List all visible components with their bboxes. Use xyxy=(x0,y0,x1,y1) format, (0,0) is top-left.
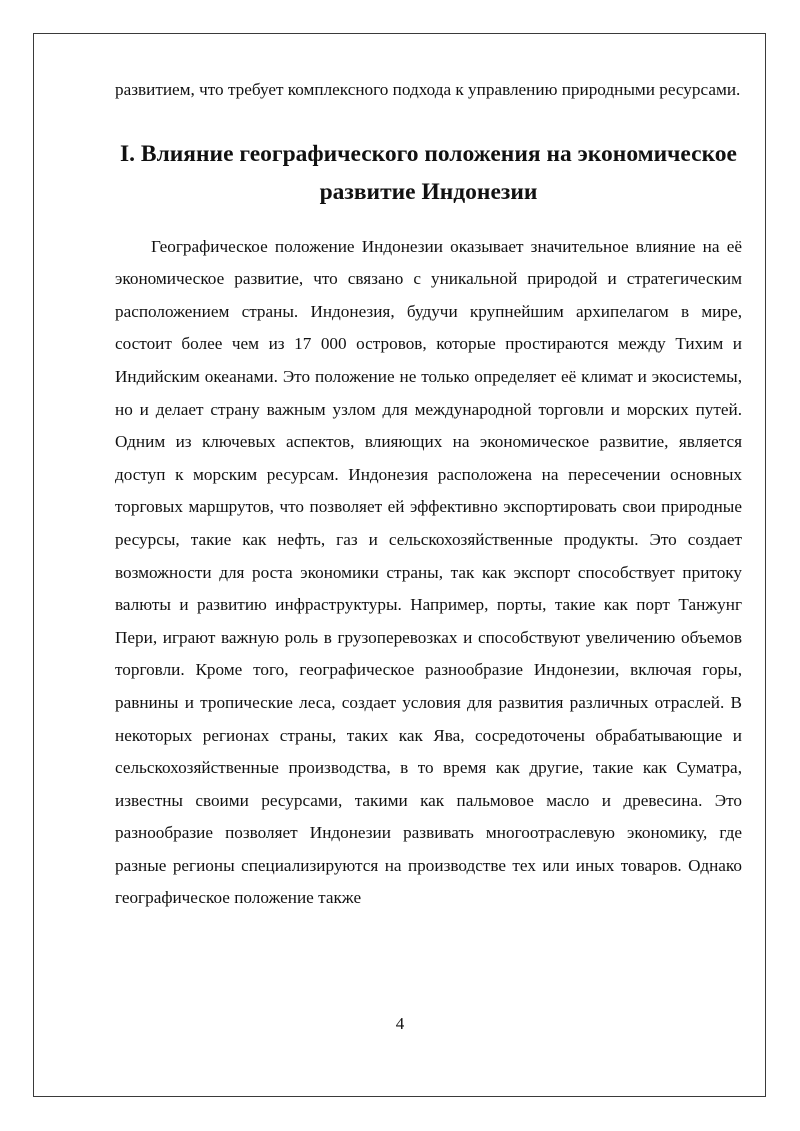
continued-paragraph: развитием, что требует комплексного подхода к управлению природными ресурсами. xyxy=(115,80,741,99)
section-heading: I. Влияние географического положения на экономическое развитие Индонезии xyxy=(120,140,737,205)
document-body xyxy=(115,74,742,915)
body-paragraph: Географическое положение Индонезии оказывает значительное влияние на её экономическое развитие, что связано с уникальной природой и стратегическим расположением страны. Индонезия, будучи крупнейшим архипелагом в мире, состоит более чем из 17 000 островов, которые простираются между Тихим и Индийским океанами. Это положение не только определяет её климат и экосистемы, но и делает страну важным узлом для международной торговли и морских путей. Одним из ключевых аспектов, влияющих на экономическое развитие, является доступ к морским ресурсам. Индонезия расположена на пересечении основных торговых маршрутов, что позволяет ей эффективно экспортировать свои природные ресурсы, такие как нефть, газ и сельскохозяйственные продукты. Это создает возможности для роста экономики страны, так как экспорт способствует притоку валюты и развитию инфраструктуры. Например, порты, такие как порт Танжунг Пери, играют важную роль в грузоперевозках и способствуют увеличению объемов торговли. Кроме того, географическое разнообразие Индонезии, включая горы, равнины и тропические леса, создает условия для развития различных отраслей. В некоторых регионах страны, таких как Ява, сосредоточены обрабатывающие и сельскохозяйственные производства, в то время как другие, такие как Суматра, известны своими ресурсами, такими как пальмовое масло и древесина. Это разнообразие позволяет Индонезии развивать многоотраслевую экономику, где разные регионы специализируются на производстве тех или иных товаров. Однако географическое положение также xyxy=(115,236,742,908)
page-number: 4 xyxy=(395,1014,405,1033)
